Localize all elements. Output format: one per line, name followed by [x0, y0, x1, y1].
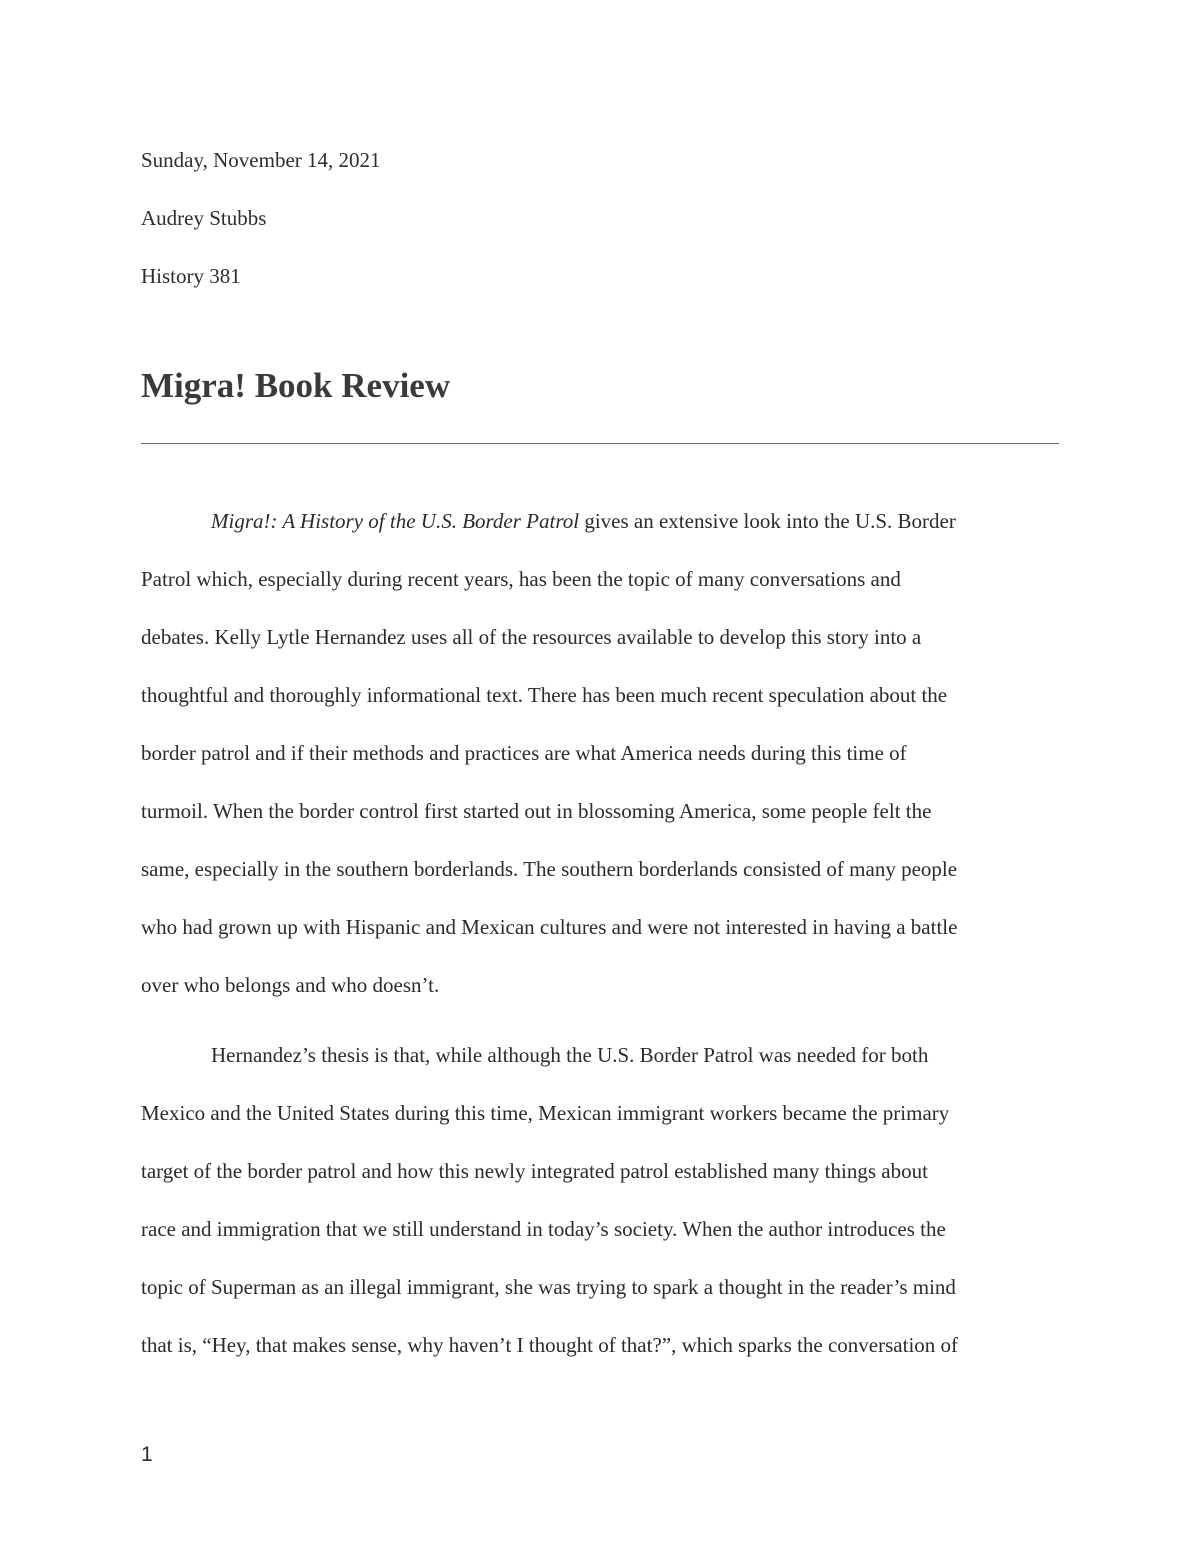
paragraph-line: debates. Kelly Lytle Hernandez uses all of the resources available to develop this story into a [141, 625, 922, 649]
paragraph-line: over who belongs and who doesn’t. [141, 973, 440, 997]
page-number: 1 [141, 1443, 153, 1466]
paragraph-line: who had grown up with Hispanic and Mexican cultures and were not interested in having a battle [141, 915, 958, 939]
date-line: Sunday, November 14, 2021 [141, 148, 381, 172]
book-title-italic: Migra!: A History of the U.S. Border Patrol [211, 509, 580, 533]
paragraph-line: thoughtful and thoroughly informational text. There has been much recent speculation about the [141, 683, 948, 707]
paragraph-line: Patrol which, especially during recent years, has been the topic of many conversations and [141, 567, 901, 591]
paragraph-1 [141, 492, 1061, 1014]
title-divider [141, 443, 1059, 444]
document-title: Migra! Book Review [141, 366, 451, 405]
paragraph-line: Mexico and the United States during this time, Mexican immigrant workers became the primary [141, 1101, 950, 1125]
paragraph-line: topic of Superman as an illegal immigrant, she was trying to spark a thought in the reader’s mind [141, 1275, 956, 1299]
paragraph-line: turmoil. When the border control first started out in blossoming America, some people felt the [141, 799, 932, 823]
paragraph-line [141, 492, 1061, 550]
author-line: Audrey Stubbs [141, 206, 267, 230]
paragraph-line: target of the border patrol and how this newly integrated patrol established many things about [141, 1159, 928, 1183]
paragraph-line: border patrol and if their methods and practices are what America needs during this time of [141, 741, 907, 765]
paragraph-line: that is, “Hey, that makes sense, why haven’t I thought of that?”, which sparks the conversation of [141, 1333, 959, 1357]
line-text: gives an extensive look into the U.S. Border [579, 509, 956, 533]
course-line: History 381 [141, 264, 241, 288]
paragraph-line: race and immigration that we still understand in today’s society. When the author introduces the [141, 1217, 946, 1241]
paragraph-line: Hernandez’s thesis is that, while although the U.S. Border Patrol was needed for both [211, 1043, 929, 1067]
paragraph-2 [141, 1026, 1061, 1374]
paragraph-line: same, especially in the southern borderlands. The southern borderlands consisted of many people [141, 857, 958, 881]
